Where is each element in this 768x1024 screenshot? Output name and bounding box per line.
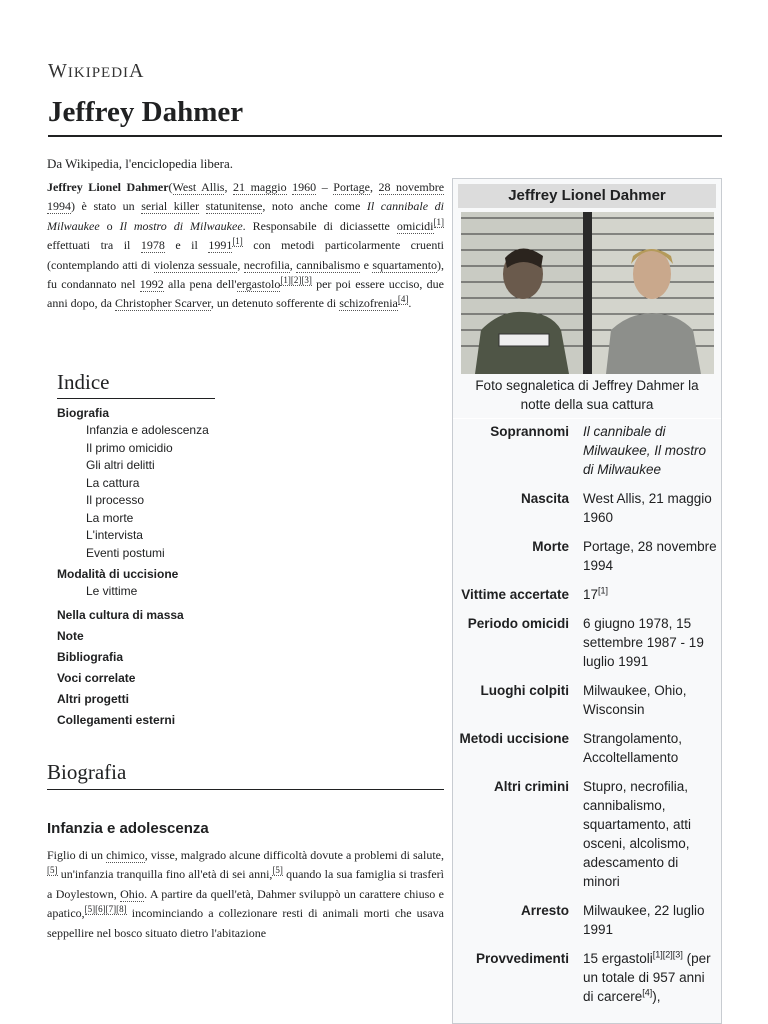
toc-subitem[interactable]: Gli altri delitti — [86, 458, 155, 472]
lead-text: e il — [164, 238, 209, 253]
link-ergastolo[interactable]: ergastolo — [236, 277, 281, 292]
link-ohio[interactable]: Ohio — [120, 886, 145, 901]
lead-text: – — [316, 180, 334, 194]
row-value[interactable]: Portage, 28 novembre 1994 — [577, 532, 721, 580]
site-tagline: Da Wikipedia, l'enciclopedia libera. — [47, 156, 234, 171]
infobox-row — [453, 484, 721, 532]
row-key: Arresto — [453, 896, 577, 944]
victims-count: 17 — [583, 587, 599, 602]
toc-item-altri-progetti[interactable]: Altri progetti — [57, 691, 129, 706]
infobox — [452, 178, 722, 1024]
lead-text: , un detenuto sofferente di — [210, 296, 340, 311]
infobox-row — [453, 772, 721, 896]
logo-letter-w: W — [48, 60, 68, 82]
body-text: quando la sua famiglia si trasferì a Doylestown, — [47, 867, 445, 901]
lead-text: ) è stato un — [71, 199, 142, 214]
infobox-row — [453, 944, 721, 1011]
link-violenza-sessuale[interactable]: violenza sessuale — [153, 257, 238, 272]
sentence-value: ), — [652, 989, 661, 1004]
row-key: Morte — [453, 532, 577, 580]
link-chimico[interactable]: chimico — [106, 848, 145, 862]
row-value[interactable]: 6 giugno 1978, 15 settembre 1987 - 19 luglio 1991 — [577, 609, 721, 676]
link-death-year[interactable]: 1994 — [47, 199, 71, 214]
toc-item-voci-correlate[interactable]: Voci correlate — [57, 670, 136, 685]
row-key: Soprannomi — [453, 419, 577, 485]
toc-subitem[interactable]: Il processo — [86, 493, 145, 507]
page-title: Jeffrey Dahmer — [48, 96, 722, 137]
link-squartamento[interactable]: squartamento — [372, 257, 438, 272]
toc-title: Indice — [57, 370, 215, 399]
section-paragraph — [47, 846, 444, 943]
infobox-table — [453, 418, 721, 1013]
body-text: un'infanzia tranquilla fino all'età di sei anni, — [57, 867, 273, 882]
infobox-row — [453, 896, 721, 944]
body-text: . A partire da quell'età, Dahmer sviluppò un carattere chiuso e apatico, — [47, 886, 444, 921]
row-key: Provvedimenti — [453, 944, 577, 1011]
toc-item-cultura[interactable]: Nella cultura di massa — [57, 607, 184, 622]
lead-text: e — [360, 257, 373, 272]
link-1992[interactable]: 1992 — [139, 277, 164, 292]
reference-link[interactable]: [5] — [47, 865, 58, 876]
lead-paragraph — [47, 178, 444, 314]
link-west-allis[interactable]: West Allis — [172, 180, 225, 194]
row-key: Metodi uccisione — [453, 724, 577, 772]
lead-text: per poi essere ucciso, due anni dopo, da — [47, 277, 444, 311]
reference-link[interactable]: [1] — [232, 236, 243, 247]
lead-text: , noto anche come — [262, 199, 367, 214]
toc-subitem[interactable]: Il primo omicidio — [86, 440, 173, 455]
row-value — [577, 419, 721, 485]
lead-text: alla pena dell' — [163, 277, 237, 292]
infobox-row — [453, 676, 721, 724]
nickname-2: Il mostro di Milwaukee — [119, 218, 243, 233]
mugshot-image — [461, 212, 714, 374]
table-of-contents — [57, 370, 357, 731]
lead-text: . Responsabile di diciassette — [242, 218, 397, 233]
reference-link[interactable]: [4] — [397, 294, 409, 305]
reference-link[interactable]: [1] — [598, 585, 609, 596]
infobox-row — [453, 609, 721, 676]
row-value — [577, 580, 721, 609]
toc-subitem[interactable]: L'intervista — [86, 528, 143, 542]
toc-subitem[interactable]: La morte — [86, 510, 134, 525]
toc-subitem[interactable]: Le vittime — [86, 584, 138, 598]
toc-subitem[interactable]: Infanzia e adolescenza — [86, 423, 209, 437]
toc-item-modalita[interactable]: Modalità di uccisione — [57, 567, 179, 581]
mugshot-photo[interactable] — [461, 212, 714, 374]
lead-text: o — [99, 218, 120, 233]
link-1991[interactable]: 1991 — [208, 238, 233, 253]
link-birth-year[interactable]: 1960 — [292, 180, 317, 194]
link-1978[interactable]: 1978 — [140, 238, 165, 253]
link-schizofrenia[interactable]: schizofrenia — [339, 296, 398, 311]
link-birth-date[interactable]: 21 maggio — [233, 180, 287, 194]
row-key: Altri crimini — [453, 772, 577, 896]
nickname-1: Il cannibale di Milwaukee — [47, 199, 444, 233]
link-omicidi[interactable]: omicidi — [396, 218, 434, 233]
logo-letters: IKIPEDI — [67, 65, 130, 81]
section-heading: Biografia — [47, 760, 444, 790]
reference-link[interactable]: [1] — [433, 216, 444, 227]
infobox-row — [453, 532, 721, 580]
infobox-row — [453, 724, 721, 772]
lead-text: effettuati tra il — [47, 238, 141, 253]
row-value[interactable]: West Allis, 21 maggio 1960 — [577, 484, 721, 532]
row-value[interactable]: Strangolamento, Accoltellamento — [577, 724, 721, 772]
toc-item-note[interactable]: Note — [57, 628, 84, 643]
infobox-row — [453, 580, 721, 609]
body-text: Figlio di un — [47, 848, 107, 862]
body-text: , visse, malgrado alcune difficoltà dovute a problemi di salute, — [144, 848, 444, 862]
subsection-heading: Infanzia e adolescenza — [47, 820, 209, 837]
row-key: Vittime accertate — [453, 580, 577, 609]
lead-text — [199, 199, 206, 213]
lead-text: , — [224, 180, 234, 194]
wikipedia-logo[interactable] — [48, 60, 145, 83]
toc-item-biografia[interactable]: Biografia — [57, 406, 110, 420]
lead-text: ( — [168, 180, 173, 194]
link-necrofilia[interactable]: necrofilia — [243, 257, 290, 272]
reference-link[interactable]: [5] — [272, 865, 283, 876]
row-key: Periodo omicidi — [453, 609, 577, 676]
lead-text: ), fu condannato nel — [47, 257, 445, 292]
infobox-row — [453, 419, 721, 485]
row-value[interactable]: Stupro, necrofilia, cannibalismo, squartamento, atti osceni, alcolismo, adescamento di minori — [577, 772, 721, 896]
lead-text: con metodi particolarmente cruenti (contemplando atti di — [47, 238, 445, 272]
nicknames-value: Il cannibale di Milwaukee, Il mostro di Milwaukee — [583, 424, 707, 477]
toc-subitem[interactable]: La cattura — [86, 475, 140, 490]
link-statunitense[interactable]: statunitense — [205, 199, 263, 214]
subject-name: Jeffrey Lionel Dahmer — [47, 180, 169, 194]
reference-link[interactable]: [1][2][3] — [280, 275, 312, 286]
toc-item-bibliografia[interactable]: Bibliografia — [57, 649, 124, 664]
logo-letter-a: A — [129, 60, 145, 82]
row-value[interactable]: Milwaukee, 22 luglio 1991 — [577, 896, 721, 944]
photo-caption: Foto segnaletica di Jeffrey Dahmer la notte della sua cattura — [475, 378, 699, 412]
link-christopher-scarver[interactable]: Christopher Scarver — [115, 296, 211, 311]
lead-text: , — [369, 180, 379, 194]
lead-text: , — [289, 257, 297, 272]
link-death-date[interactable]: 28 novembre — [378, 180, 445, 194]
sentence-value: 15 ergastoli — [583, 951, 653, 966]
toc-subitem[interactable]: Eventi postumi — [86, 545, 165, 560]
link-serial-killer[interactable]: serial killer — [141, 199, 200, 214]
row-key: Luoghi colpiti — [453, 676, 577, 724]
lead-text: , — [237, 257, 244, 272]
toc-item-collegamenti[interactable]: Collegamenti esterni — [57, 712, 176, 727]
body-text: incominciando a collezionare resti di animali morti che usava seppellire nel bosco situato dietro l'abitazione — [47, 906, 444, 940]
row-value[interactable]: Milwaukee, Ohio, Wisconsin — [577, 676, 721, 724]
reference-link[interactable]: [1][2][3] — [652, 949, 683, 960]
link-portage[interactable]: Portage — [333, 180, 370, 194]
infobox-title: Jeffrey Lionel Dahmer — [458, 184, 716, 208]
reference-link[interactable]: [4] — [642, 987, 653, 998]
row-key: Nascita — [453, 484, 577, 532]
link-cannibalismo[interactable]: cannibalismo — [296, 257, 361, 272]
reference-link[interactable]: [5][6][7][8] — [84, 904, 127, 915]
lead-text: . — [408, 296, 412, 311]
row-value — [577, 944, 721, 1011]
sentence-value: (per un totale di 957 anni di carcere — [583, 951, 711, 1004]
